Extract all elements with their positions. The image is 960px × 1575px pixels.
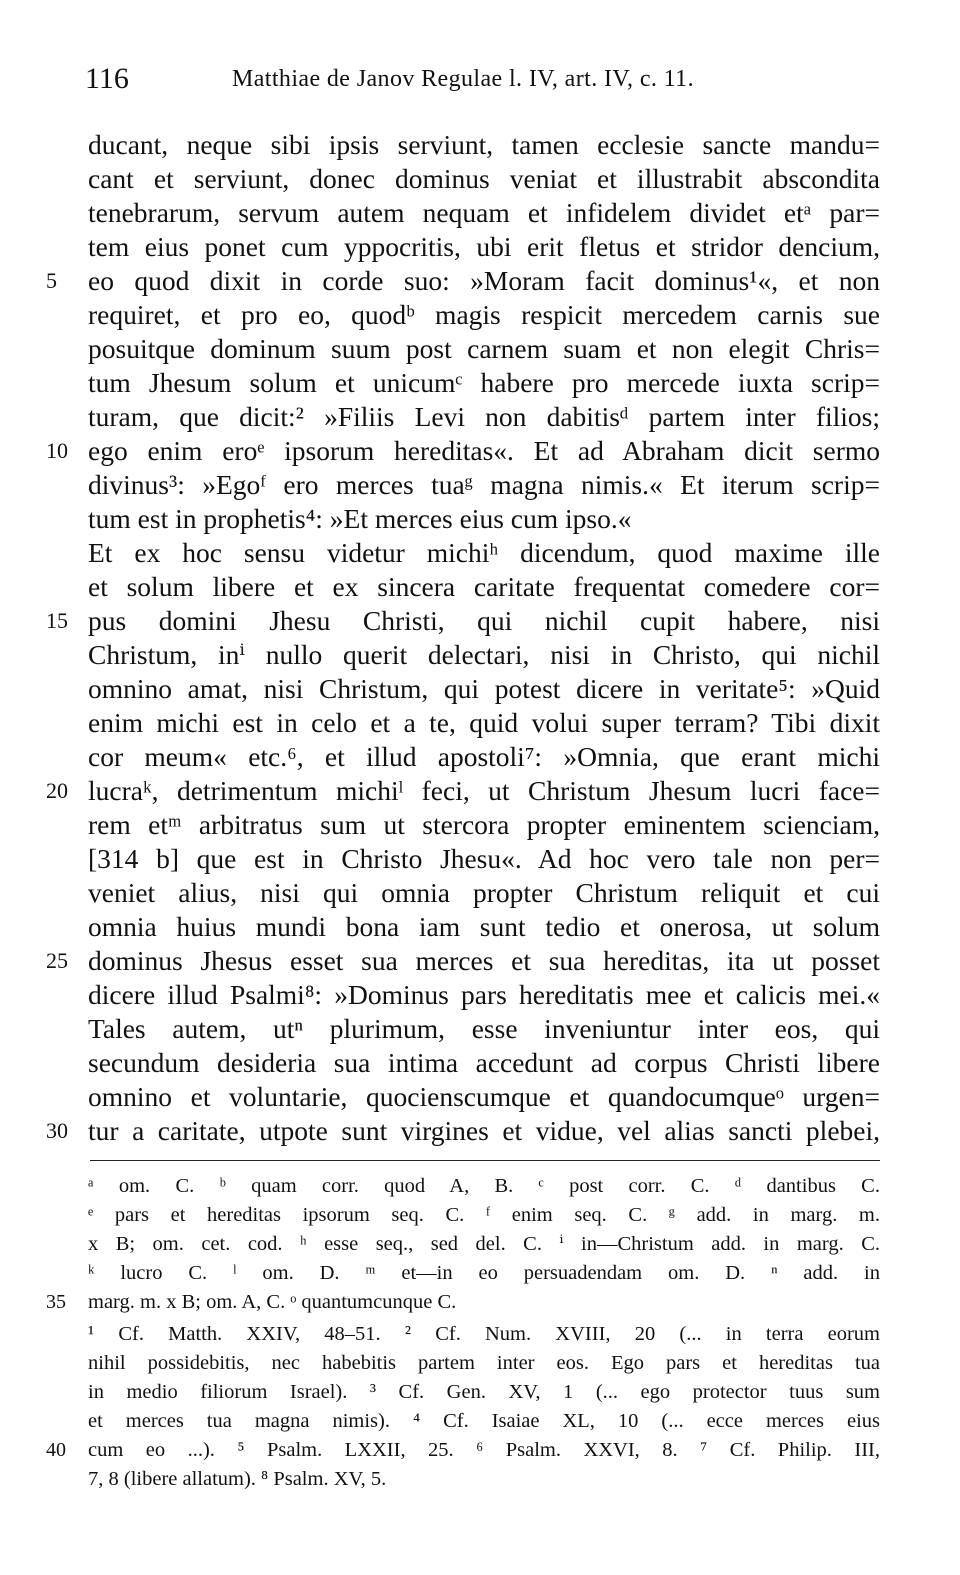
text-line: cant et serviunt, donec dominus veniat et illustrabit abscondita [88, 163, 880, 194]
text-line: tur a caritate, utpote sunt virgines et vidue, vel alias sancti plebei, [88, 1115, 880, 1146]
text-line: secundum desideria sua intima accedunt ad corpus Christi libere [88, 1047, 880, 1078]
text-line: tem eius ponet cum yppocritis, ubi erit fletus et stridor dencium, [88, 231, 880, 262]
line-number: 35 [46, 1291, 66, 1313]
text-line: divinus³: »Egoᶠ ero merces tuaᵍ magna nimis.« Et iterum scrip= [88, 469, 880, 500]
text-line: cor meum« etc.⁶, et illud apostoli⁷: »Omnia, que erant michi [88, 741, 880, 772]
line-number: 30 [46, 1118, 68, 1143]
text-line: dominus Jhesus esset sua merces et sua hereditas, ita ut posset [88, 945, 880, 976]
text-line: omnino amat, nisi Christum, qui potest dicere in veritate⁵: »Quid [88, 673, 880, 704]
line-number: 20 [46, 778, 68, 803]
line-number: 40 [46, 1439, 66, 1461]
text-line: veniet alius, nisi qui omnia propter Christum reliquit et cui [88, 877, 880, 908]
line-number: 25 [46, 948, 68, 973]
apparatus-line: x B; om. cet. cod. ʰ esse seq., sed del. C. ⁱ in—Christum add. in marg. C. [88, 1233, 880, 1255]
running-title: Matthiae de Janov Regulae l. IV, art. IV, c. 11. [232, 66, 694, 92]
text-line: [314 b] que est in Christo Jhesu«. Ad hoc vero tale non per= [88, 843, 880, 874]
footnote-divider [90, 1160, 880, 1161]
text-line: enim michi est in celo et a te, quid volui super terram? Tibi dixit [88, 707, 880, 738]
line-number: 15 [46, 608, 68, 633]
text-line: tenebrarum, servum autem nequam et infidelem dividet etᵃ par= [88, 197, 880, 228]
text-line: ego enim eroᵉ ipsorum hereditas«. Et ad Abraham dicit sermo [88, 435, 880, 466]
page-number: 116 [85, 62, 129, 95]
text-line: rem etᵐ arbitratus sum ut stercora propter eminentem scienciam, [88, 809, 880, 840]
source-line: nihil possidebitis, nec habebitis partem inter eos. Ego pars et hereditas tua [88, 1352, 880, 1374]
text-line: Et ex hoc sensu videtur michiʰ dicendum, quod maxime ille [88, 537, 880, 568]
apparatus-line: marg. m. x B; om. A, C. ᵒ quantumcunque C. [88, 1291, 457, 1313]
text-line: tum Jhesum solum et unicumᶜ habere pro mercede iuxta scrip= [88, 367, 880, 398]
source-line: ¹ Cf. Matth. XXIV, 48–51. ² Cf. Num. XVIII, 20 (... in terra eorum [88, 1323, 880, 1345]
text-line: omnia huius mundi bona iam sunt tedio et onerosa, ut solum [88, 911, 880, 942]
page-header [0, 62, 960, 102]
apparatus-line: ᵉ pars et hereditas ipsorum seq. C. ᶠ enim seq. C. ᵍ add. in marg. m. [88, 1204, 880, 1226]
text-line: ducant, neque sibi ipsis serviunt, tamen ecclesie sancte mandu= [88, 129, 880, 160]
source-line: et merces tua magna nimis). ⁴ Cf. Isaiae XL, 10 (... ecce merces eius [88, 1410, 880, 1432]
text-line: lucraᵏ, detrimentum michiˡ feci, ut Christum Jhesum lucri face= [88, 775, 880, 806]
text-line: posuitque dominum suum post carnem suam et non elegit Chris= [88, 333, 880, 364]
text-line: Christum, inⁱ nullo querit delectari, nisi in Christo, qui nichil [88, 639, 880, 670]
text-line: eo quod dixit in corde suo: »Moram facit dominus¹«, et non [88, 265, 880, 296]
line-number: 10 [46, 438, 68, 463]
line-number: 5 [46, 268, 57, 293]
text-line: et solum libere et ex sincera caritate frequentat comedere cor= [88, 571, 880, 602]
text-line: dicere illud Psalmi⁸: »Dominus pars hereditatis mee et calicis mei.« [88, 979, 880, 1010]
source-line: in medio filiorum Israel). ³ Cf. Gen. XV, 1 (... ego protector tuus sum [88, 1381, 880, 1403]
text-line: pus domini Jhesu Christi, qui nichil cupit habere, nisi [88, 605, 880, 636]
source-line: 7, 8 (libere allatum). ⁸ Psalm. XV, 5. [88, 1468, 387, 1490]
source-line: cum eo ...). ⁵ Psalm. LXXII, 25. ⁶ Psalm. XXVI, 8. ⁷ Cf. Philip. III, [88, 1439, 880, 1461]
text-line: Tales autem, utⁿ plurimum, esse inveniuntur inter eos, qui [88, 1013, 880, 1044]
text-line: omnino et voluntarie, quocienscumque et quandocumqueᵒ urgen= [88, 1081, 880, 1112]
text-line: requiret, et pro eo, quodᵇ magis respicit mercedem carnis sue [88, 299, 880, 330]
apparatus-line: ᵏ lucro C. ˡ om. D. ᵐ et—in eo persuadendam om. D. ⁿ add. in [88, 1262, 880, 1284]
text-line: tum est in prophetis⁴: »Et merces eius cum ipso.« [88, 503, 632, 534]
text-line: turam, que dicit:² »Filiis Levi non dabitisᵈ partem inter filios; [88, 401, 880, 432]
apparatus-line: ᵃ om. C. ᵇ quam corr. quod A, B. ᶜ post corr. C. ᵈ dantibus C. [88, 1175, 880, 1197]
